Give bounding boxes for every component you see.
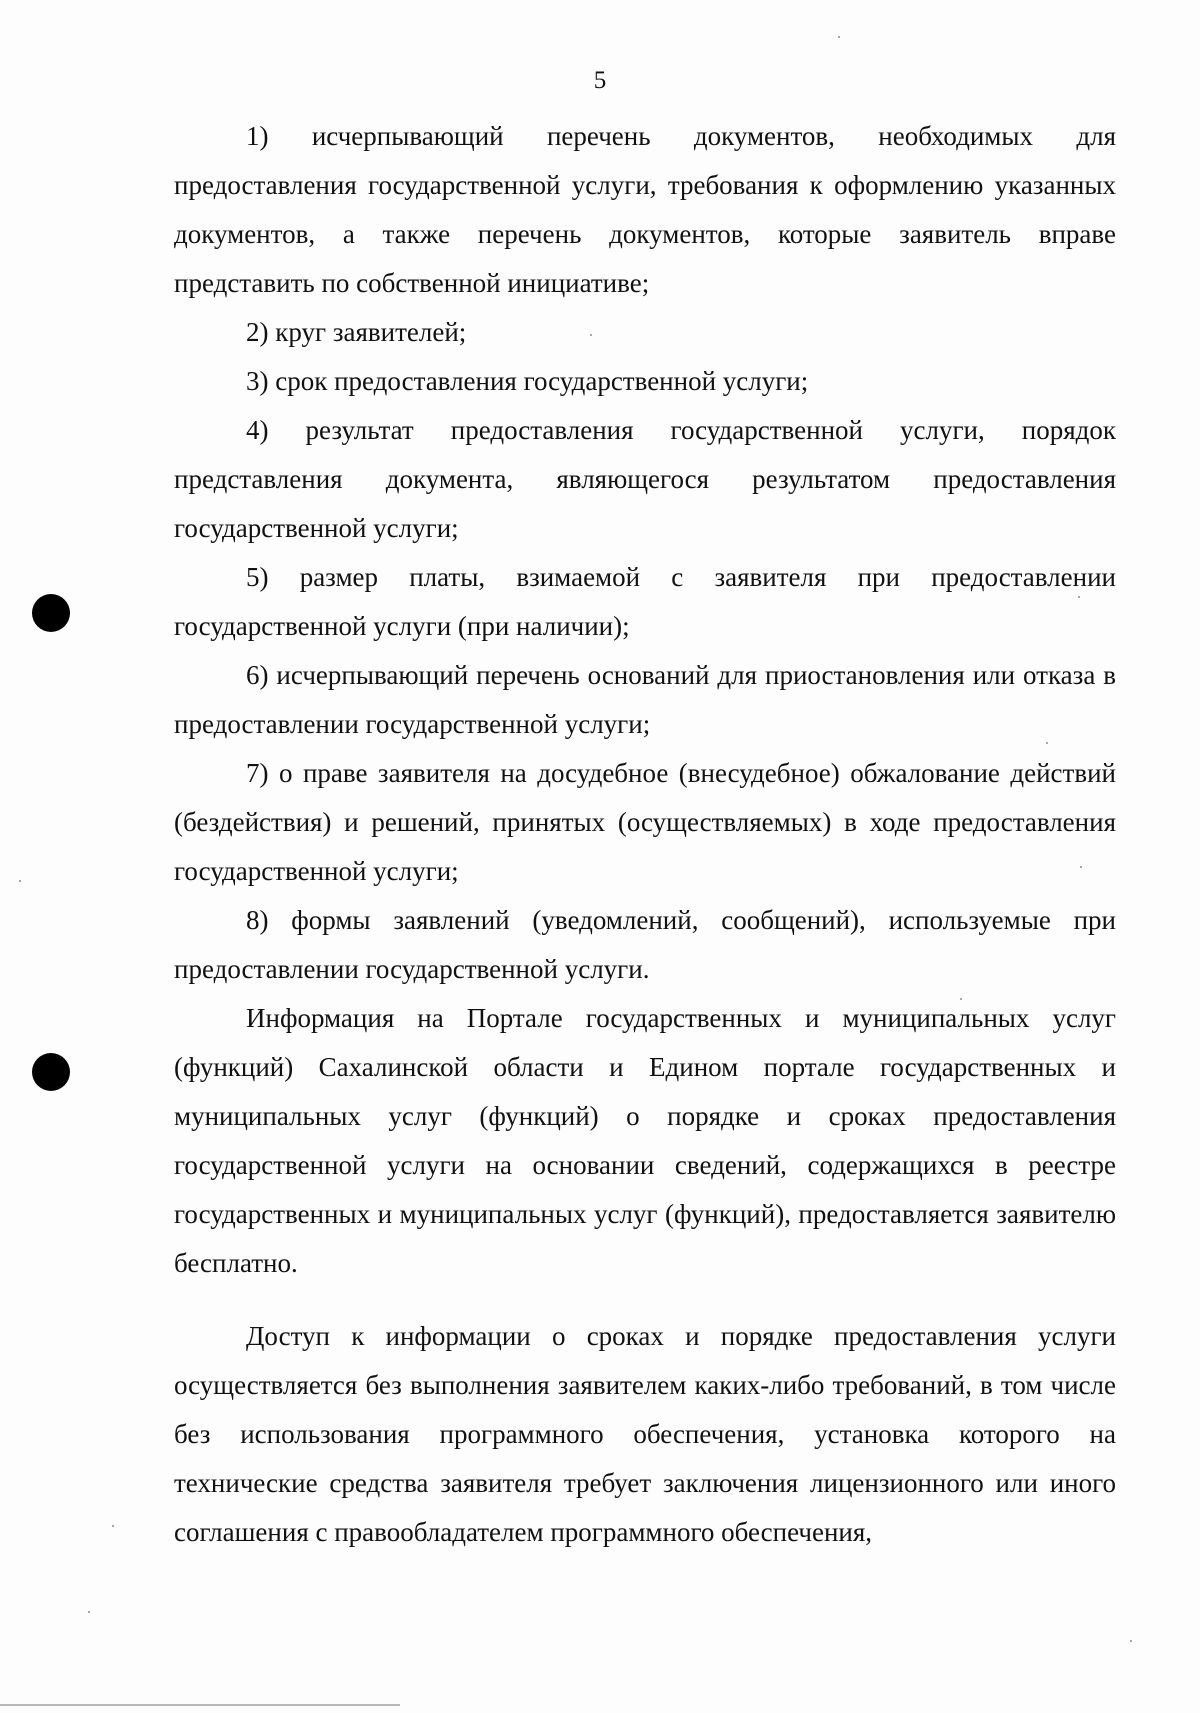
paragraph-portal-info: Информация на Портале государственных и муниципальных услуг (функций) Сахалинской области и Едином портале государственных и муниципальных услуг (функций) о порядке и сроках предоставления государственной услуги на основании сведений, содержащихся в реестре государственных и муниципальных услуг (функций), предоставляется заявителю бесплатно. <box>174 1003 1116 1278</box>
document-body <box>174 112 1116 1557</box>
scan-speck <box>960 998 962 1000</box>
punch-hole-mark <box>32 594 70 632</box>
scan-speck <box>1080 866 1082 868</box>
paragraph-access-info: Доступ к информации о сроках и порядке предоставления услуги осуществляется без выполнения заявителем каких-либо требований, в том числе без использования программного обеспечения, установка которого на технические средства заявителя требует заключения лицензионного или иного соглашения с правообладателем программного обеспечения, <box>174 1321 1116 1547</box>
scan-speck <box>112 1525 114 1527</box>
punch-hole-mark <box>32 1053 70 1091</box>
scan-speck <box>1078 596 1080 598</box>
paragraph-list-item-1: 1) исчерпывающий перечень документов, необходимых для предоставления государственной услуги, требования к оформлению указанных документов, а также перечень документов, которые заявитель вправе представить по собственной инициативе; <box>174 121 1116 298</box>
paragraph-list-item-6: 6) исчерпывающий перечень оснований для приостановления или отказа в предоставлении государственной услуги; <box>174 660 1116 739</box>
paragraph-list-item-2: 2) круг заявителей; <box>246 317 467 347</box>
scan-speck <box>590 334 592 336</box>
paragraph-list-item-5: 5) размер платы, взимаемой с заявителя при предоставлении государственной услуги (при наличии); <box>174 562 1116 641</box>
scan-speck <box>1046 742 1048 744</box>
paragraph-list-item-7: 7) о праве заявителя на досудебное (внесудебное) обжалование действий (бездействия) и решений, принятых (осуществляемых) в ходе предоставления государственной услуги; <box>174 758 1116 886</box>
scan-artifact-line <box>0 1704 400 1706</box>
scan-speck <box>838 36 840 38</box>
scan-speck <box>19 880 21 882</box>
paragraph-list-item-8: 8) формы заявлений (уведомлений, сообщений), используемые при предоставлении государственной услуги. <box>174 905 1116 984</box>
scan-speck <box>1130 1640 1132 1642</box>
page-number: 5 <box>593 67 607 94</box>
scan-speck <box>88 1611 90 1613</box>
paragraph-list-item-3: 3) срок предоставления государственной услуги; <box>246 366 809 396</box>
paragraph-list-item-4: 4) результат предоставления государственной услуги, порядок представления документа, являющегося результатом предоставления государственной услуги; <box>174 415 1116 543</box>
